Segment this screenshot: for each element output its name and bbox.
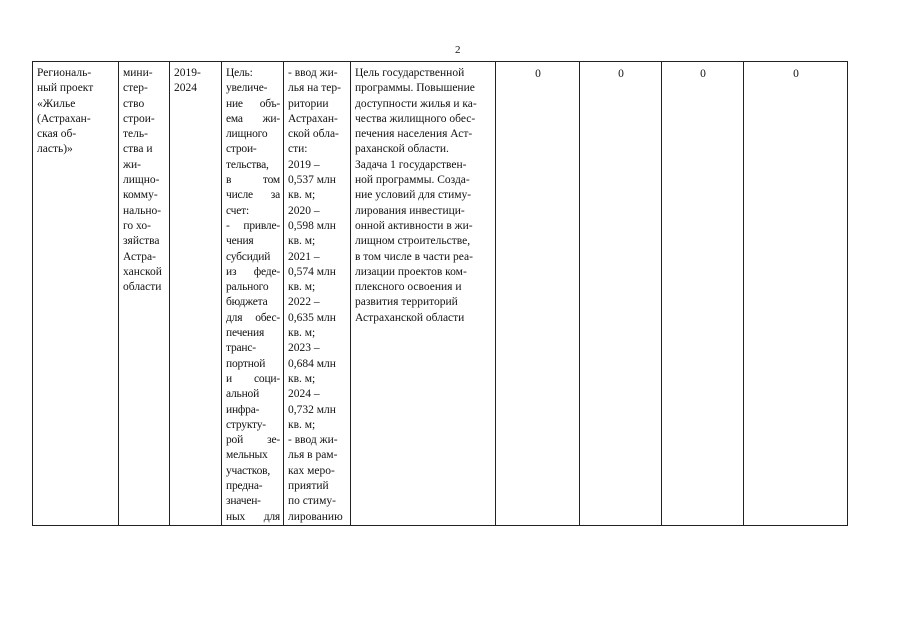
value-cell-3: 0: [662, 62, 744, 526]
table-row: [33, 62, 848, 526]
responsible-cell: мини- стер- ство строи- тель- ства и жи- лищно- комму- нально- го хо- зяйства Астра- ханской области: [119, 62, 170, 526]
page-number: 2: [455, 44, 461, 56]
program-link-cell: Цель государственной программы. Повышение доступности жилья и ка- чества жилищного обес- печения населения Аст- раханской области. Задача 1 государствен- ной программы. Созда- ние условий для стиму- лирования инвестици- онной активности в жи- лищном строительстве, в том числе в части реа- лизации проектов ком- плексного освоения и развития территорий Астраханской области: [351, 62, 496, 526]
value-cell-1: 0: [496, 62, 580, 526]
indicator-cell: - ввод жи- лья на тер- ритории Астрахан- ской обла- сти: 2019 – 0,537 млн кв. м; 2020 – 0,598 млн кв. м; 2021 – 0,574 млн кв. м; 2022 – 0,635 млн кв. м; 2023 – 0,684 млн кв. м; 2024 – 0,732 млн кв. м; - ввод жи- лья в рам- ках меро- приятий по стиму- лированию: [284, 62, 351, 526]
goal-cell: Цель: увеличе- ние объ- ема жи- лищного строи- тельства, в том числе за счет: - привле- чения субсидий из феде- рального бюджета для обес- печения транс- портной и соци- альной инфра- структу- рой зе- мельных участков, предна- значен- ных для: [222, 62, 284, 526]
project-name-cell: Региональ- ный проект «Жилье (Астрахан- ская об- ласть)»: [33, 62, 119, 526]
program-table: [32, 61, 848, 526]
value-cell-2: 0: [580, 62, 662, 526]
value-cell-4: 0: [744, 62, 848, 526]
period-cell: 2019- 2024: [170, 62, 222, 526]
